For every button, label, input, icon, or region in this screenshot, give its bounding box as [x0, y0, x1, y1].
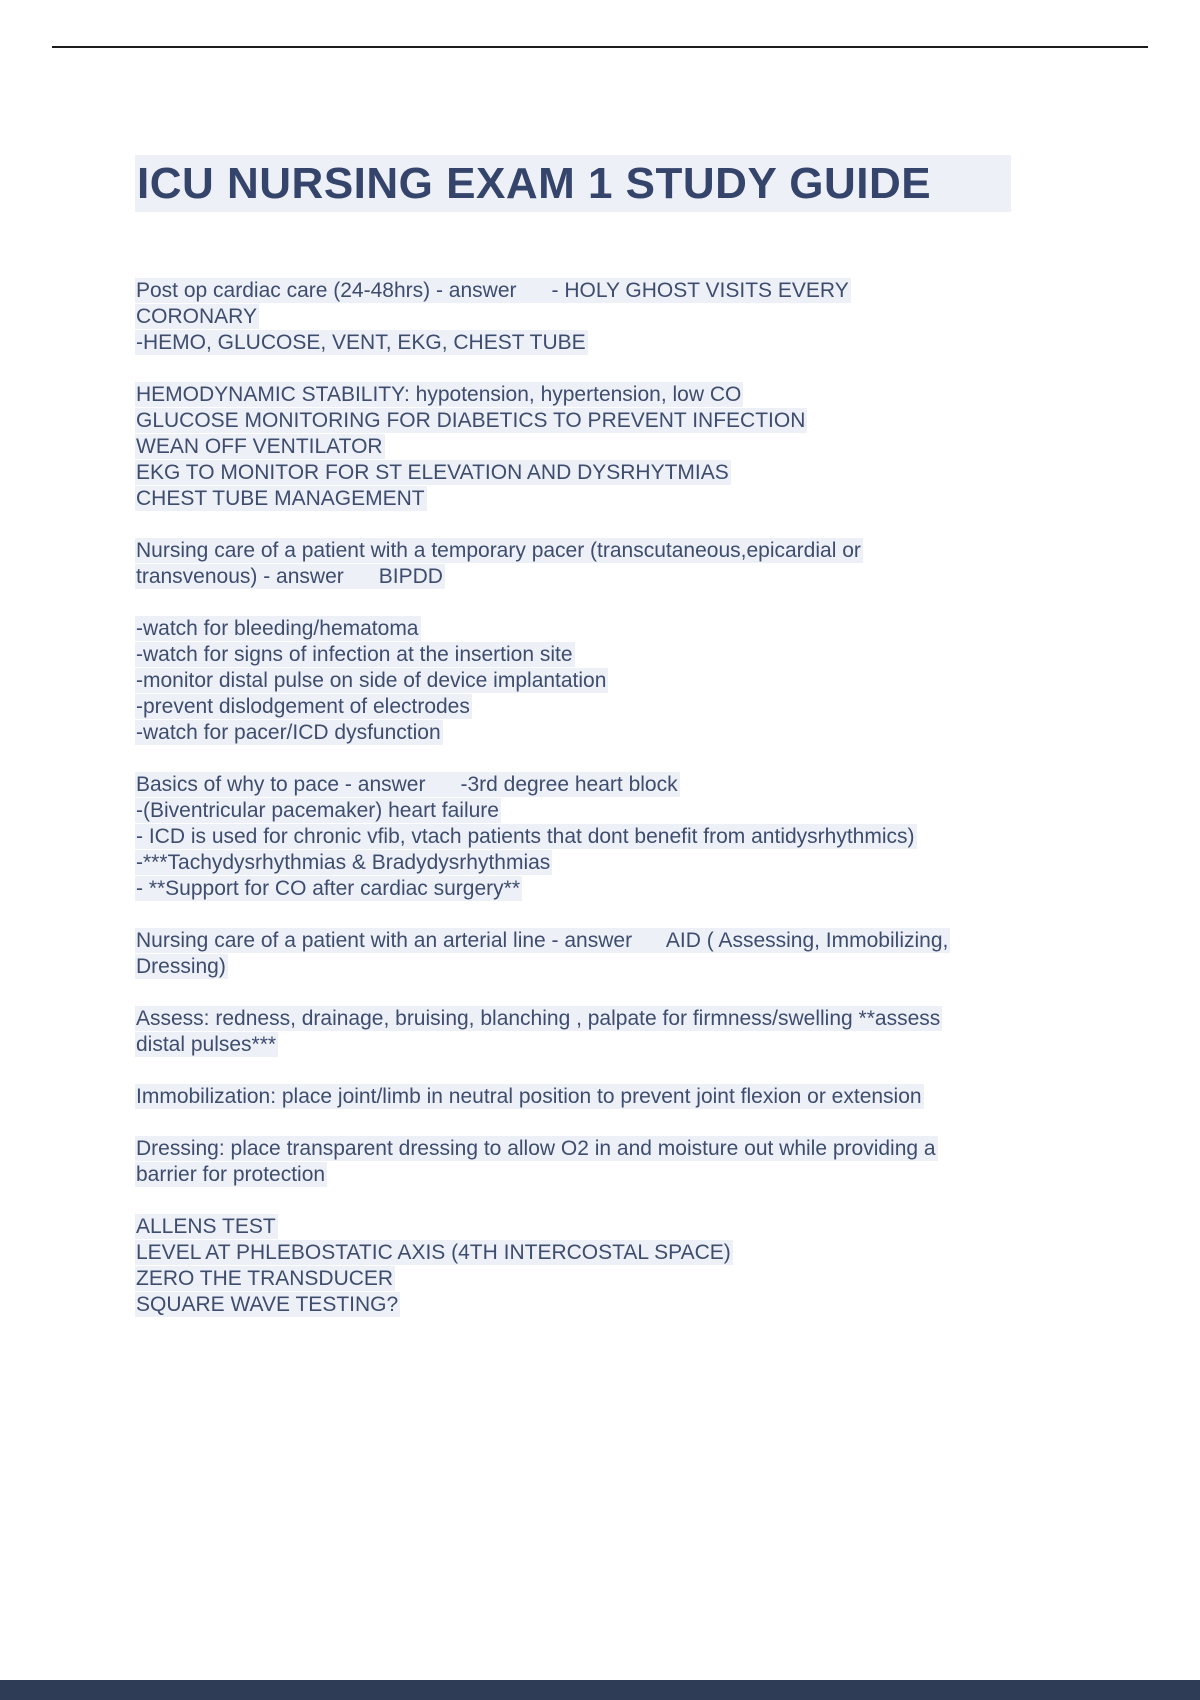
page-title: [135, 159, 1011, 209]
text-line: [135, 876, 1075, 902]
top-horizontal-rule: [52, 46, 1148, 48]
highlighted-text: -***Tachydysrhythmias & Bradydysrhythmias: [136, 851, 551, 874]
text-line: [135, 668, 1075, 694]
text-line: [135, 304, 1075, 330]
highlighted-text: -(Biventricular pacemaker) heart failure: [136, 799, 499, 822]
text-line: [135, 1292, 1075, 1318]
highlighted-text: -monitor distal pulse on side of device implantation: [136, 669, 607, 692]
highlighted-text: Nursing care of a patient with an arterial line - answer AID ( Assessing, Immobilizing,: [136, 929, 949, 952]
text-line: [135, 1136, 1075, 1162]
text-line: [135, 460, 1075, 486]
text-line: [135, 486, 1075, 512]
text-line: [135, 538, 1075, 564]
text-line: [135, 824, 1075, 850]
highlighted-text: - **Support for CO after cardiac surgery**: [136, 877, 520, 900]
highlighted-text: HEMODYNAMIC STABILITY: hypotension, hypertension, low CO: [136, 383, 742, 406]
text-line: [135, 694, 1075, 720]
highlighted-text: GLUCOSE MONITORING FOR DIABETICS TO PREVENT INFECTION: [136, 409, 806, 432]
text-line: [135, 564, 1075, 590]
text-line: [135, 278, 1075, 304]
highlighted-text: -watch for pacer/ICD dysfunction: [136, 721, 441, 744]
text-line: [135, 1084, 1075, 1110]
highlighted-text: -watch for bleeding/hematoma: [136, 617, 419, 640]
highlighted-text: Nursing care of a patient with a temporary pacer (transcutaneous,epicardial or: [136, 539, 861, 562]
paragraph: [135, 1214, 1075, 1318]
text-line: [135, 1162, 1075, 1188]
page-title-text: ICU NURSING EXAM 1 STUDY GUIDE: [135, 155, 1011, 212]
document-paragraphs: [135, 278, 1075, 1318]
paragraph: [135, 538, 1075, 590]
paragraph: [135, 772, 1075, 902]
highlighted-text: ALLENS TEST: [136, 1215, 276, 1238]
footer-bar: [0, 1680, 1200, 1700]
highlighted-text: Immobilization: place joint/limb in neutral position to prevent joint flexion or extension: [136, 1085, 922, 1108]
highlighted-text: -prevent dislodgement of electrodes: [136, 695, 470, 718]
paragraph: [135, 928, 1075, 980]
highlighted-text: SQUARE WAVE TESTING?: [136, 1293, 399, 1316]
highlighted-text: ZERO THE TRANSDUCER: [136, 1267, 394, 1290]
text-line: [135, 642, 1075, 668]
text-line: [135, 330, 1075, 356]
highlighted-text: WEAN OFF VENTILATOR: [136, 435, 383, 458]
paragraph: [135, 616, 1075, 746]
text-line: [135, 850, 1075, 876]
text-line: [135, 1032, 1075, 1058]
text-line: [135, 928, 1075, 954]
paragraph: [135, 1006, 1075, 1058]
text-line: [135, 616, 1075, 642]
text-line: [135, 408, 1075, 434]
text-line: [135, 382, 1075, 408]
highlighted-text: Basics of why to pace - answer -3rd degree heart block: [136, 773, 678, 796]
highlighted-text: EKG TO MONITOR FOR ST ELEVATION AND DYSRHYTMIAS: [136, 461, 729, 484]
highlighted-text: Dressing: place transparent dressing to allow O2 in and moisture out while providing a: [136, 1137, 936, 1160]
highlighted-text: LEVEL AT PHLEBOSTATIC AXIS (4TH INTERCOSTAL SPACE): [136, 1241, 731, 1264]
text-line: [135, 798, 1075, 824]
text-line: [135, 1240, 1075, 1266]
text-line: [135, 772, 1075, 798]
highlighted-text: CORONARY: [136, 305, 257, 328]
text-line: [135, 954, 1075, 980]
highlighted-text: Post op cardiac care (24-48hrs) - answer - HOLY GHOST VISITS EVERY: [136, 279, 849, 302]
highlighted-text: distal pulses***: [136, 1033, 277, 1056]
paragraph: [135, 382, 1075, 512]
paragraph: [135, 278, 1075, 356]
paragraph: [135, 1084, 1075, 1110]
text-line: [135, 1214, 1075, 1240]
text-line: [135, 434, 1075, 460]
highlighted-text: -HEMO, GLUCOSE, VENT, EKG, CHEST TUBE: [136, 331, 586, 354]
highlighted-text: Dressing): [136, 955, 226, 978]
highlighted-text: transvenous) - answer BIPDD: [136, 565, 443, 588]
highlighted-text: barrier for protection: [136, 1163, 326, 1186]
highlighted-text: -watch for signs of infection at the insertion site: [136, 643, 573, 666]
text-line: [135, 1266, 1075, 1292]
highlighted-text: Assess: redness, drainage, bruising, blanching , palpate for firmness/swelling **assess: [136, 1007, 941, 1030]
document-body: [135, 278, 1075, 1344]
paragraph: [135, 1136, 1075, 1188]
text-line: [135, 1006, 1075, 1032]
highlighted-text: - ICD is used for chronic vfib, vtach patients that dont benefit from antidysrhythmics): [136, 825, 915, 848]
text-line: [135, 720, 1075, 746]
highlighted-text: CHEST TUBE MANAGEMENT: [136, 487, 425, 510]
